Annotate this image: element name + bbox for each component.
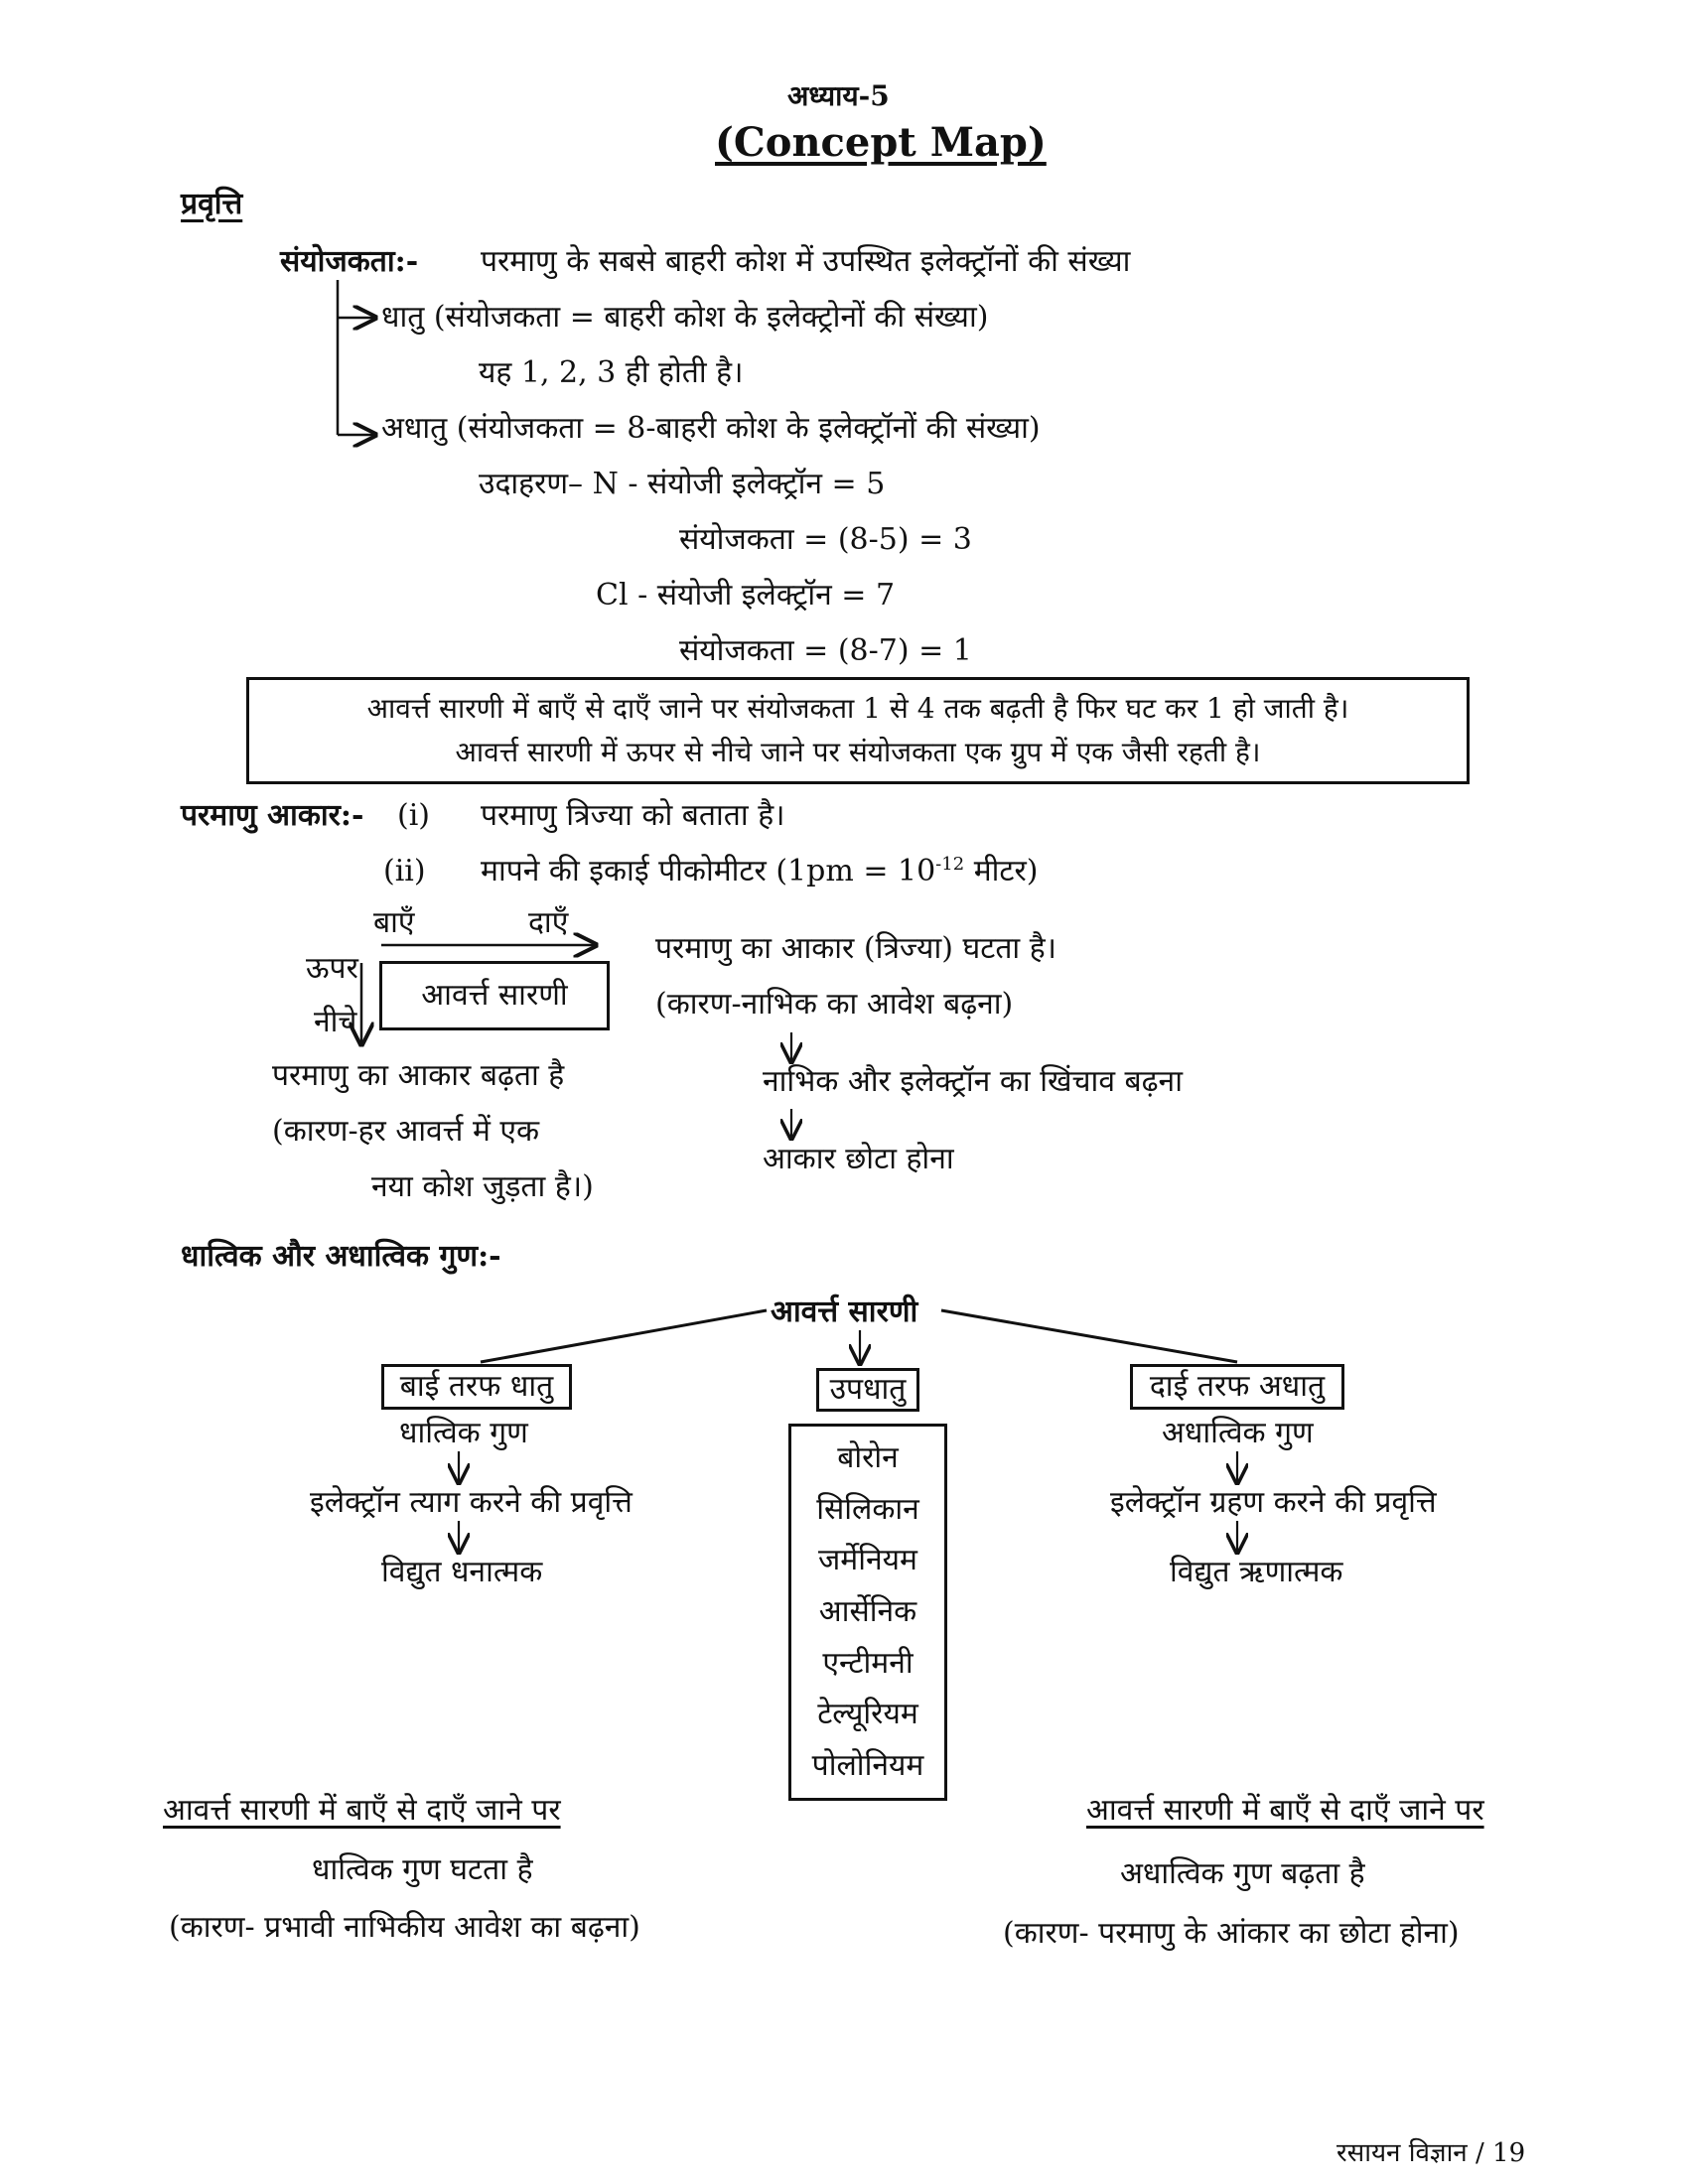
list-item: एन्टीमनी — [822, 1645, 914, 1681]
list-item: आर्सेनिक — [818, 1593, 917, 1629]
bottom-right-heading: आवर्त्त सारणी में बाएँ से दाएँ जाने पर — [1086, 1793, 1484, 1828]
electronegative: विद्युत ऋणात्मक — [1170, 1555, 1343, 1589]
electron-loss-tendency: इलेक्ट्रॉन त्याग करने की प्रवृत्ति — [310, 1485, 633, 1520]
metallic-heading: धात्विक और अधात्विक गुण:- — [181, 1239, 501, 1274]
left-label: बाएँ — [373, 905, 415, 940]
metalloid-list — [788, 1424, 947, 1801]
metal-valency-line: धातु (संयोजकता = बाहरी कोश के इलेक्ट्रोनों की संख्या) — [381, 300, 989, 335]
up-label: ऊपर — [306, 951, 358, 986]
atomic-size-item-1-number: (i) — [397, 798, 431, 833]
down-label: नीचे — [314, 1005, 357, 1039]
bottom-left-text: धात्विक गुण घटता है — [312, 1852, 533, 1887]
down-group-text: परमाणु का आकार बढ़ता है — [272, 1058, 565, 1093]
list-item: टेल्यूरियम — [817, 1697, 918, 1732]
periodic-table-box-label: आवर्त्त सारणी — [421, 978, 568, 1013]
example-nitrogen: उदाहरण– N - संयोजी इलेक्ट्रॉन = 5 — [479, 467, 886, 501]
metalloid-box — [816, 1368, 919, 1412]
metal-box-label: बाई तरफ धातु — [399, 1369, 554, 1404]
nonmetal-box-label: दाई तरफ अधातु — [1149, 1369, 1326, 1404]
tree-root: आवर्त्त सारणी — [771, 1295, 918, 1329]
metallic-property: धात्विक गुण — [399, 1416, 528, 1450]
page-footer: रसायन विज्ञान / 19 — [1336, 2138, 1526, 2168]
atomic-size-item-2-number: (ii) — [383, 854, 426, 888]
valency-trend-line-1: आवर्त्त सारणी में बाएँ से दाएँ जाने पर संयोजकता 1 से 4 तक बढ़ती है फिर घट कर 1 हो जाती है। — [366, 692, 1349, 726]
nonmetallic-property: अधात्विक गुण — [1162, 1416, 1314, 1450]
bottom-right-reason: (कारण- परमाणु के आंकार का छोटा होना) — [1003, 1916, 1460, 1951]
chapter-label: अध्याय-5 — [787, 79, 890, 112]
list-item: जर्मेनियम — [818, 1543, 917, 1578]
valency-trend-box — [246, 677, 1470, 784]
trend-heading: प्रवृत्ति — [181, 187, 243, 221]
nonmetal-box — [1130, 1364, 1344, 1410]
page-title: (Concept Map) — [715, 119, 1047, 166]
down-group-reason-1: (कारण-हर आवर्त्त में एक — [272, 1114, 540, 1149]
down-group-reason-2: नया कोश जुड़ता है।) — [371, 1169, 594, 1204]
bottom-left-heading: आवर्त्त सारणी में बाएँ से दाएँ जाने पर — [163, 1793, 561, 1828]
periodic-table-box — [379, 961, 610, 1030]
across-period-text: परमाणु का आकार (त्रिज्या) घटता है। — [655, 931, 1057, 966]
valency-trend-line-2: आवर्त्त सारणी में ऊपर से नीचे जाने पर संयोजकता एक ग्रुप में एक जैसी रहती है। — [455, 736, 1261, 768]
list-item: पोलोनियम — [811, 1748, 924, 1784]
right-label: दाएँ — [528, 905, 569, 940]
atomic-size-label: परमाणु आकार:- — [181, 798, 364, 833]
metalloid-box-label: उपधातु — [829, 1372, 907, 1407]
atomic-size-item-1: परमाणु त्रिज्या को बताता है। — [481, 798, 785, 833]
metal-box — [381, 1364, 572, 1410]
electron-gain-tendency: इलेक्ट्रॉन ग्रहण करने की प्रवृत्ति — [1110, 1485, 1437, 1520]
bottom-right-text: अधात्विक गुण बढ़ता है — [1120, 1856, 1365, 1891]
across-step-2: आकार छोटा होना — [763, 1142, 954, 1176]
tree-line-left — [481, 1310, 767, 1362]
metal-valency-note: यह 1, 2, 3 ही होती है। — [479, 355, 744, 390]
bottom-left-reason: (कारण- प्रभावी नाभिकीय आवेश का बढ़ना) — [169, 1910, 640, 1945]
valency-definition: परमाणु के सबसे बाहरी कोश में उपस्थित इलेक्ट्रॉनों की संख्या — [481, 244, 1131, 279]
electropositive: विद्युत धनात्मक — [381, 1555, 543, 1589]
example-nitrogen-calc: संयोजकता = (8-5) = 3 — [679, 522, 972, 557]
list-item: बोरोन — [837, 1439, 899, 1475]
tree-line-right — [941, 1310, 1237, 1362]
valency-label: संयोजकता:- — [280, 244, 419, 279]
across-step-1: नाभिक और इलेक्ट्रॉन का खिंचाव बढ़ना — [763, 1064, 1183, 1099]
across-period-reason: (कारण-नाभिक का आवेश बढ़ना) — [655, 987, 1014, 1022]
example-chlorine: Cl - संयोजी इलेक्ट्रॉन = 7 — [596, 578, 896, 613]
atomic-size-item-2: मापने की इकाई पीकोमीटर ($1pm = 10^{-12}$ मीटर) — [481, 854, 1039, 888]
list-item: सिलिकान — [816, 1491, 919, 1527]
nonmetal-valency-line: अधातु (संयोजकता = 8-बाहरी कोश के इलेक्ट्रॉनों की संख्या) — [381, 411, 1041, 446]
example-chlorine-calc: संयोजकता = (8-7) = 1 — [679, 633, 972, 668]
